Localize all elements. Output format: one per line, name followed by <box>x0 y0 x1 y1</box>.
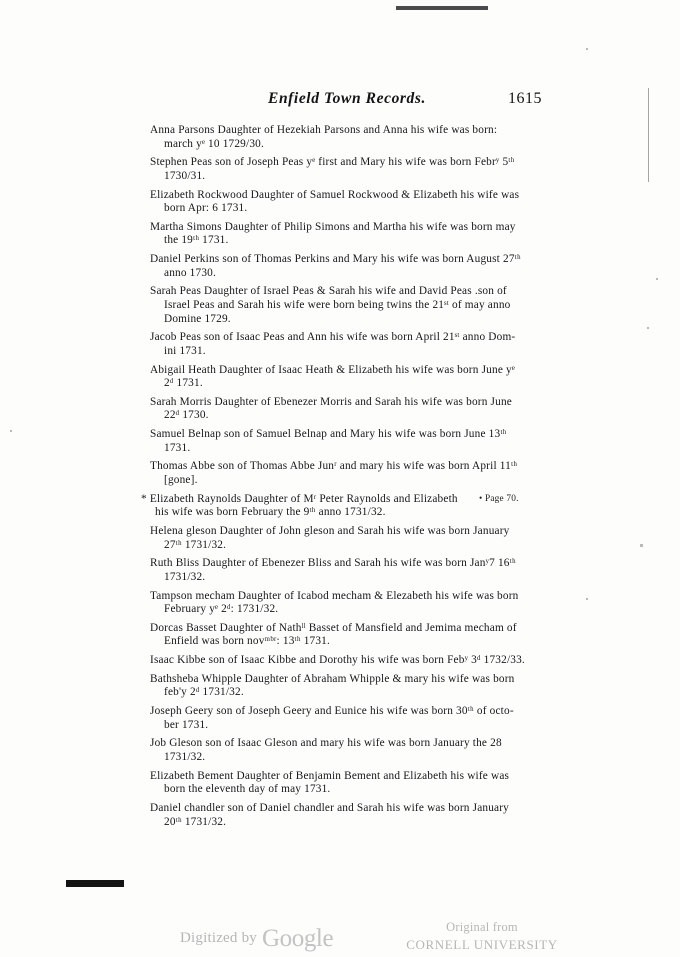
record-entry <box>150 802 542 829</box>
entry-line: his wife was born February the 9ᵗʰ anno 1731/32. <box>155 506 386 519</box>
entry-line: the 19ᵗʰ 1731. <box>164 234 229 247</box>
entry-line: [gone]. <box>164 474 198 486</box>
entry-line: Daniel chandler son of Daniel chandler and Sarah his wife was born January <box>150 801 510 814</box>
record-entry <box>150 525 542 552</box>
entry-line: Joseph Geery son of Joseph Geery and Eunice his wife was born 30ᵗʰ of octo- <box>150 705 514 718</box>
record-entry <box>150 331 542 358</box>
entry-line: 1731. <box>164 441 191 454</box>
record-entry <box>150 590 542 617</box>
running-head <box>0 90 680 114</box>
entry-line: 1731/32. <box>164 750 206 763</box>
source-institution: CORNELL UNIVERSITY <box>406 937 558 952</box>
entry-line: Martha Simons Daughter of Philip Simons and Martha his wife was born may <box>150 220 516 233</box>
entry-line: Bathsheba Whipple Daughter of Abraham Whipple & mary his wife was born <box>150 672 515 685</box>
entry-line: born the eleventh day of may 1731. <box>164 783 331 796</box>
record-entry <box>150 124 542 151</box>
scan-speck <box>647 327 649 329</box>
record-entry <box>150 622 542 649</box>
entry-line: Ruth Bliss Daughter of Ebenezer Bliss and Sarah his wife was born Janʸ7 16ᵗʰ <box>150 557 516 570</box>
scan-footer <box>0 915 680 957</box>
record-entry <box>150 460 542 487</box>
entry-line: Anna Parsons Daughter of Hezekiah Parsons and Anna his wife was born: <box>150 124 498 136</box>
record-entry <box>150 189 542 216</box>
entry-line: 22ᵈ 1730. <box>164 409 209 422</box>
entry-line: Sarah Peas Daughter of Israel Peas & Sarah his wife and David Peas .son of <box>150 285 507 298</box>
original-from-label: Original from <box>446 920 518 934</box>
digitized-by-label: Digitized by <box>180 930 257 946</box>
entry-line: feb'y 2ᵈ 1731/32. <box>164 686 244 699</box>
scan-speck <box>656 278 658 280</box>
page-title: Enfield Town Records. <box>268 90 427 107</box>
record-entry <box>150 705 542 732</box>
entry-line: ber 1731. <box>164 718 209 731</box>
record-entry <box>150 770 542 797</box>
entry-line: Jacob Peas son of Isaac Peas and Ann his wife was born April 21ˢᵗ anno Dom- <box>150 331 516 344</box>
entry-line: Thomas Abbe son of Thomas Abbe Junʳ and mary his wife was born April 11ᵗʰ <box>150 460 518 473</box>
entry-line: February yᵉ 2ᵈ: 1731/32. <box>164 603 279 616</box>
record-entry <box>150 221 542 248</box>
top-edge-smudge <box>396 6 488 10</box>
entry-line: Dorcas Basset Daughter of Nathˡˡ Basset of Mansfield and Jemima mecham of <box>150 621 517 634</box>
entry-line: 27ᵗʰ 1731/32. <box>164 538 227 551</box>
entry-line: Job Gleson son of Isaac Gleson and mary his wife was born January the 28 <box>150 737 502 750</box>
google-wordmark: Google <box>261 925 334 952</box>
scan-speck <box>10 430 12 432</box>
entry-line: 2ᵈ 1731. <box>164 377 203 390</box>
entry-line: 1731/32. <box>164 570 206 583</box>
record-entry <box>150 156 542 183</box>
digitized-by-credit <box>180 925 333 953</box>
entry-line: ini 1731. <box>164 344 206 357</box>
entry-line: Daniel Perkins son of Thomas Perkins and Mary his wife was born August 27ᵗʰ <box>150 253 521 266</box>
record-entry <box>150 557 542 584</box>
record-entry <box>150 673 542 700</box>
entry-line: Stephen Peas son of Joseph Peas yᵉ first and Mary his wife was born Febrʸ 5ᵗʰ <box>150 156 515 169</box>
entry-line: 1730/31. <box>164 169 206 182</box>
entry-line: 20ᵗʰ 1731/32. <box>164 815 227 828</box>
entry-line: Helena gleson Daughter of John gleson and Sarah his wife was born January <box>150 524 510 537</box>
scan-speck <box>586 598 588 600</box>
record-entry <box>150 428 542 455</box>
scan-speck <box>586 48 588 50</box>
record-entry <box>150 737 542 764</box>
entry-line: Samuel Belnap son of Samuel Belnap and Mary his wife was born June 13ᵗʰ <box>150 428 507 441</box>
entry-line: Enfield was born novᵐᵇʳ: 13ᵗʰ 1731. <box>164 635 331 648</box>
scan-speck <box>640 544 643 547</box>
entry-line: Elizabeth Rockwood Daughter of Samuel Rockwood & Elizabeth his wife was <box>150 188 520 201</box>
entry-line: Abigail Heath Daughter of Isaac Heath & Elizabeth his wife was born June yᵉ <box>150 363 515 376</box>
record-entry-starred <box>141 492 542 520</box>
entry-line: Tampson mecham Daughter of Icabod mecham & Elezabeth his wife was born <box>150 589 519 602</box>
entry-line: march yᵉ 10 1729/30. <box>164 137 264 150</box>
bottom-edge-mark <box>66 880 124 887</box>
page-number: 1615 <box>508 90 542 107</box>
entry-line: Domine 1729. <box>164 312 231 325</box>
record-entry <box>150 253 542 280</box>
record-entries <box>141 124 542 834</box>
margin-page-reference: • Page 70. <box>479 493 519 504</box>
record-entry <box>150 654 542 668</box>
entry-line: anno 1730. <box>164 266 217 279</box>
record-entry <box>150 396 542 423</box>
entry-line: Sarah Morris Daughter of Ebenezer Morris and Sarah his wife was born June <box>150 395 512 408</box>
entry-line: Isaac Kibbe son of Isaac Kibbe and Dorothy his wife was born Febʸ 3ᵈ 1732/33. <box>150 654 525 667</box>
entry-line: born Apr: 6 1731. <box>164 202 248 215</box>
record-entry <box>150 364 542 391</box>
entry-line: * Elizabeth Raynolds Daughter of Mʳ Peter Raynolds and Elizabeth <box>141 492 458 505</box>
record-entry <box>150 285 542 326</box>
entry-line: Israel Peas and Sarah his wife were born being twins the 21ˢᵗ of may anno <box>164 299 511 311</box>
entry-line: Elizabeth Bement Daughter of Benjamin Bement and Elizabeth his wife was <box>150 769 510 782</box>
